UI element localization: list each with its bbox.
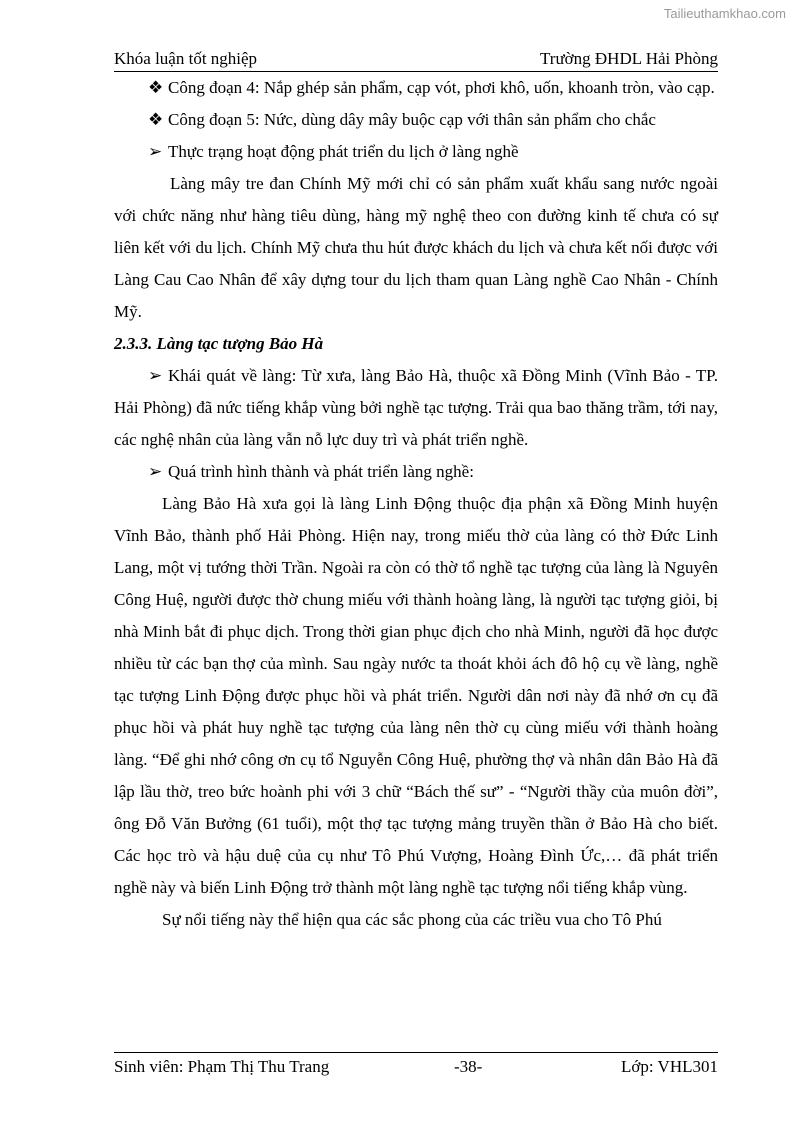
footer-class: Lớp: VHL301 — [621, 1057, 718, 1076]
arrow-right-icon: ➢ — [148, 462, 163, 481]
header-thesis-label: Khóa luận tốt nghiệp — [114, 49, 258, 68]
step-5-paragraph — [114, 104, 718, 136]
watermark: Tailieuthamkhao.com — [663, 6, 786, 21]
step-4-text: Công đoạn 4: Nắp ghép sản phẩm, cạp vót, phơi khô, uốn, khoanh tròn, vào cạp. — [168, 78, 715, 97]
overview-paragraph — [114, 360, 718, 456]
four-diamond-icon: ❖ — [148, 110, 164, 129]
tourism-status-title-text: Thực trạng hoạt động phát triển du lịch ở làng nghề — [168, 142, 519, 161]
arrow-right-icon: ➢ — [148, 142, 163, 161]
history-paragraph: Làng Bảo Hà xưa gọi là làng Linh Động thuộc địa phận xã Đồng Minh huyện Vĩnh Bảo, thành phố Hải Phòng. Hiện nay, trong miếu thờ của làng có thờ Đức Linh Lang, một vị tướng thời Trần. Ngoài ra còn có thờ tổ nghề tạc tượng của làng là Nguyên Công Huệ, người được thờ chung miếu với thành hoàng làng, là người tạc tượng giỏi, bị nhà Minh bắt đi phục dịch. Trong thời gian phục địch cho nhà Minh, người đã học được nhiều từ các bạn thợ của mình. Sau ngày nước ta thoát khỏi ách đô hộ cụ về làng, nghề tạc tượng Linh Động được phục hồi và phát triển. Người dân nơi này đã nhớ ơn cụ đã phục hồi và phát huy nghề tạc tượng của làng nên thờ cụ cùng miếu với thành hoàng làng. “Để ghi nhớ công ơn cụ tổ Nguyễn Công Huệ, phường thợ và nhân dân Bảo Hà đã lập lầu thờ, treo bức hoành phi với 3 chữ “Bách thế sư” - “Người thầy của muôn đời”, ông Đỗ Văn Bưởng (61 tuổi), một thợ tạc tượng mảng truyền thần ở Bảo Hà cho biết. Các học trò và hậu duệ của cụ như Tô Phú Vượng, Hoàng Đình Ức,… đã phát triển nghề này và biến Linh Động trở thành một làng nghề tạc tượng nổi tiếng khắp vùng. — [114, 494, 718, 897]
section-heading: 2.3.3. Làng tạc tượng Bảo Hà — [114, 334, 324, 353]
history-title — [114, 456, 718, 488]
fame-paragraph: Sự nổi tiếng này thể hiện qua các sắc phong của các triều vua cho Tô Phú — [162, 910, 662, 929]
tourism-status-title — [114, 136, 718, 168]
page-body — [114, 72, 718, 936]
page-header — [114, 47, 718, 72]
page-number: -38- — [454, 1057, 483, 1076]
tourism-status-paragraph: Làng mây tre đan Chính Mỹ mới chỉ có sản phẩm xuất khẩu sang nước ngoài với chức năng như hàng tiêu dùng, hàng mỹ nghệ theo con đường kinh tế chưa có sự liên kết với du lịch. Chính Mỹ chưa thu hút được khách du lịch và chưa kết nối được với Làng Cau Cao Nhân để xây dựng tour du lịch tham quan Làng nghề Cao Nhân - Chính Mỹ. — [114, 174, 718, 321]
history-title-text: Quá trình hình thành và phát triển làng nghề: — [168, 462, 474, 481]
header-university: Trường ĐHDL Hải Phòng — [540, 49, 718, 68]
four-diamond-icon: ❖ — [148, 78, 164, 97]
step-5-text: Công đoạn 5: Nức, dùng dây mây buộc cạp với thân sản phẩm cho chắc — [168, 110, 656, 129]
step-4-paragraph — [114, 72, 718, 104]
arrow-right-icon: ➢ — [148, 366, 163, 385]
page-footer — [114, 1052, 718, 1079]
overview-text: Khái quát về làng: Từ xưa, làng Bảo Hà, thuộc xã Đồng Minh (Vĩnh Bảo - TP. Hải Phòng) đã nức tiếng khắp vùng bởi nghề tạc tượng. Trải qua bao thăng trầm, tới nay, các nghệ nhân của làng vẫn nỗ lực duy trì và phát triển nghề. — [114, 366, 718, 449]
footer-student: Sinh viên: Phạm Thị Thu Trang — [114, 1057, 330, 1076]
